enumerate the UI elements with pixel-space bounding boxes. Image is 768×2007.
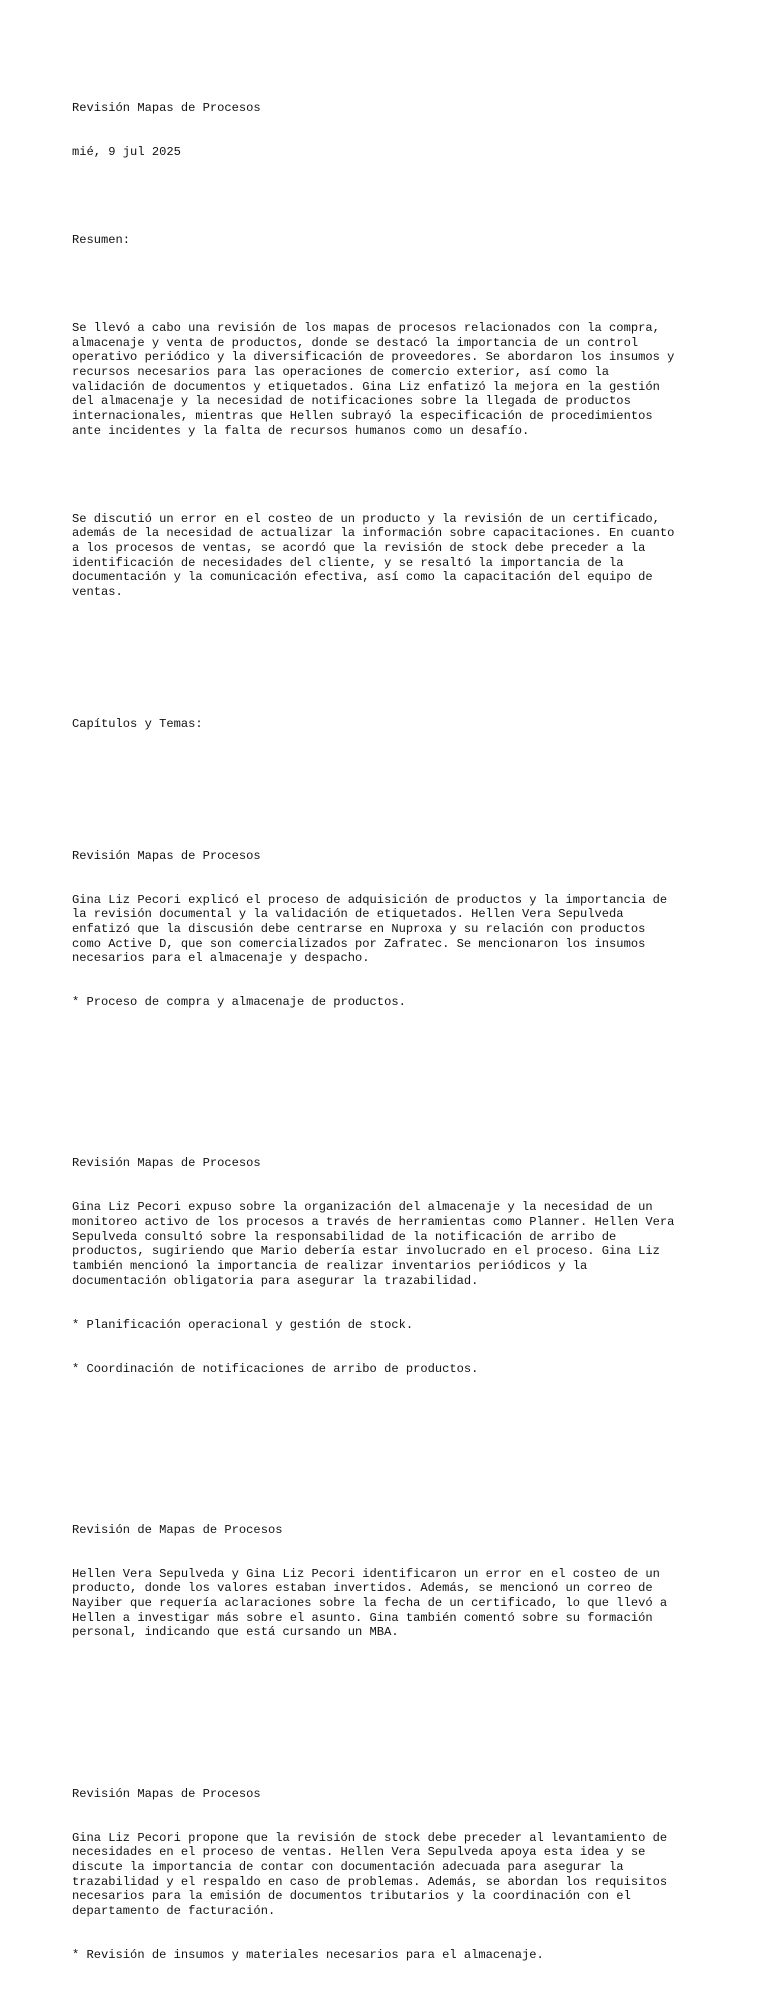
- chapter-section: [72, 1757, 712, 1992]
- spacer: [72, 761, 712, 776]
- chapter-section: [72, 1494, 712, 1670]
- chapter-bullet: * Coordinación de notificaciones de arribo de productos.: [72, 1361, 479, 1376]
- document-date: mié, 9 jul 2025: [72, 145, 181, 160]
- spacer: [72, 629, 712, 658]
- spacer: [72, 468, 712, 483]
- spacer: [72, 189, 712, 204]
- spacer: [72, 1699, 712, 1714]
- chapter-body: Gina Liz Pecori explicó el proceso de adquisición de productos y la importancia de la revisión documental y la validación de etiquetados. Hellen Vera Sepulveda enfatizó que la discusión debe centrarse en Nuproxa y su relación con productos como Active D, que son comercializados por Zafratec. Se mencionaron los insumos necesarios para el almacenaje y despacho.: [72, 892, 668, 966]
- document-page: [72, 72, 712, 2007]
- chapter-heading: Revisión Mapas de Procesos: [72, 1786, 261, 1801]
- chapter-heading: Revisión Mapas de Procesos: [72, 848, 261, 863]
- spacer: [72, 1069, 712, 1084]
- chapter-body: Gina Liz Pecori expuso sobre la organización del almacenaje y la necesidad de un monitoreo activo de los procesos a través de herramientas como Planner. Hellen Vera Sepulveda consultó sobre la responsabilidad de la notificación de arribo de productos, sugiriendo que Mario debería estar involucrado en el proceso. Gina Liz también mencionó la importancia de realizar inventarios periódicos y la documentación obligatoria para asegurar la trazabilidad.: [72, 1200, 675, 1288]
- chapter-bullet: * Proceso de compra y almacenaje de productos.: [72, 995, 406, 1010]
- spacer: [72, 277, 712, 292]
- summary-label: Resumen:: [72, 233, 131, 248]
- chapter-section: [72, 1127, 712, 1405]
- spacer: [72, 1435, 712, 1450]
- chapter-body: Hellen Vera Sepulveda y Gina Liz Pecori identificaron un error en el costeo de un producto, donde los valores estaban invertidos. Además, se mencionó un correo de Nayiber que requería aclaraciones sobre la fecha de un certificado, lo que llevó a Hellen a investigar más sobre el asunto. Gina también comentó sobre su formación personal, indicando que está cursando un MBA.: [72, 1566, 668, 1640]
- chapter-bullet: * Revisión de insumos y materiales necesarios para el almacenaje.: [72, 1947, 544, 1962]
- summary-paragraph: Se discutió un error en el costeo de un producto y la revisión de un certificado, además de la necesidad de actualizar la información sobre capacitaciones. En cuanto a los procesos de ventas, se acordó que la revisión de stock debe preceder a la identificación de necesidades del cliente, y se resaltó la importancia de la documentación y la comunicación efectiva, así como la capacitación del equipo de ventas.: [72, 511, 675, 599]
- chapter-heading: Revisión Mapas de Procesos: [72, 1156, 261, 1171]
- chapter-heading: Revisión de Mapas de Procesos: [72, 1522, 283, 1537]
- chapter-bullet: * Planificación operacional y gestión de stock.: [72, 1317, 414, 1332]
- chapters-label: Capítulos y Temas:: [72, 716, 203, 731]
- summary-paragraph: Se llevó a cabo una revisión de los mapas de procesos relacionados con la compra, almacenaje y venta de productos, donde se destacó la importancia de un control operativo periódico y la diversificación de proveedores. Se abordaron los insumos y recursos necesarios para las operaciones de comercio exterior, así como la validación de documentos y etiquetados. Gina Liz enfatizó la mejora en la gestión del almacenaje y la necesidad de notificaciones sobre la llegada de productos internacionales, mientras que Hellen subrayó la especificación de procedimientos ante incidentes y la falta de recursos humanos como un desafío.: [72, 321, 675, 438]
- chapter-section: [72, 819, 712, 1039]
- document-title: Revisión Mapas de Procesos: [72, 101, 261, 116]
- chapter-body: Gina Liz Pecori propone que la revisión de stock debe preceder al levantamiento de necesidades en el proceso de ventas. Hellen Vera Sepulveda apoya esta idea y se discute la importancia de contar con documentación adecuada para asegurar la trazabilidad y el respaldo en caso de problemas. Además, se abordan los requisitos necesarios para la emisión de documentos tributarios y la coordinación con el departamento de facturación.: [72, 1830, 668, 1918]
